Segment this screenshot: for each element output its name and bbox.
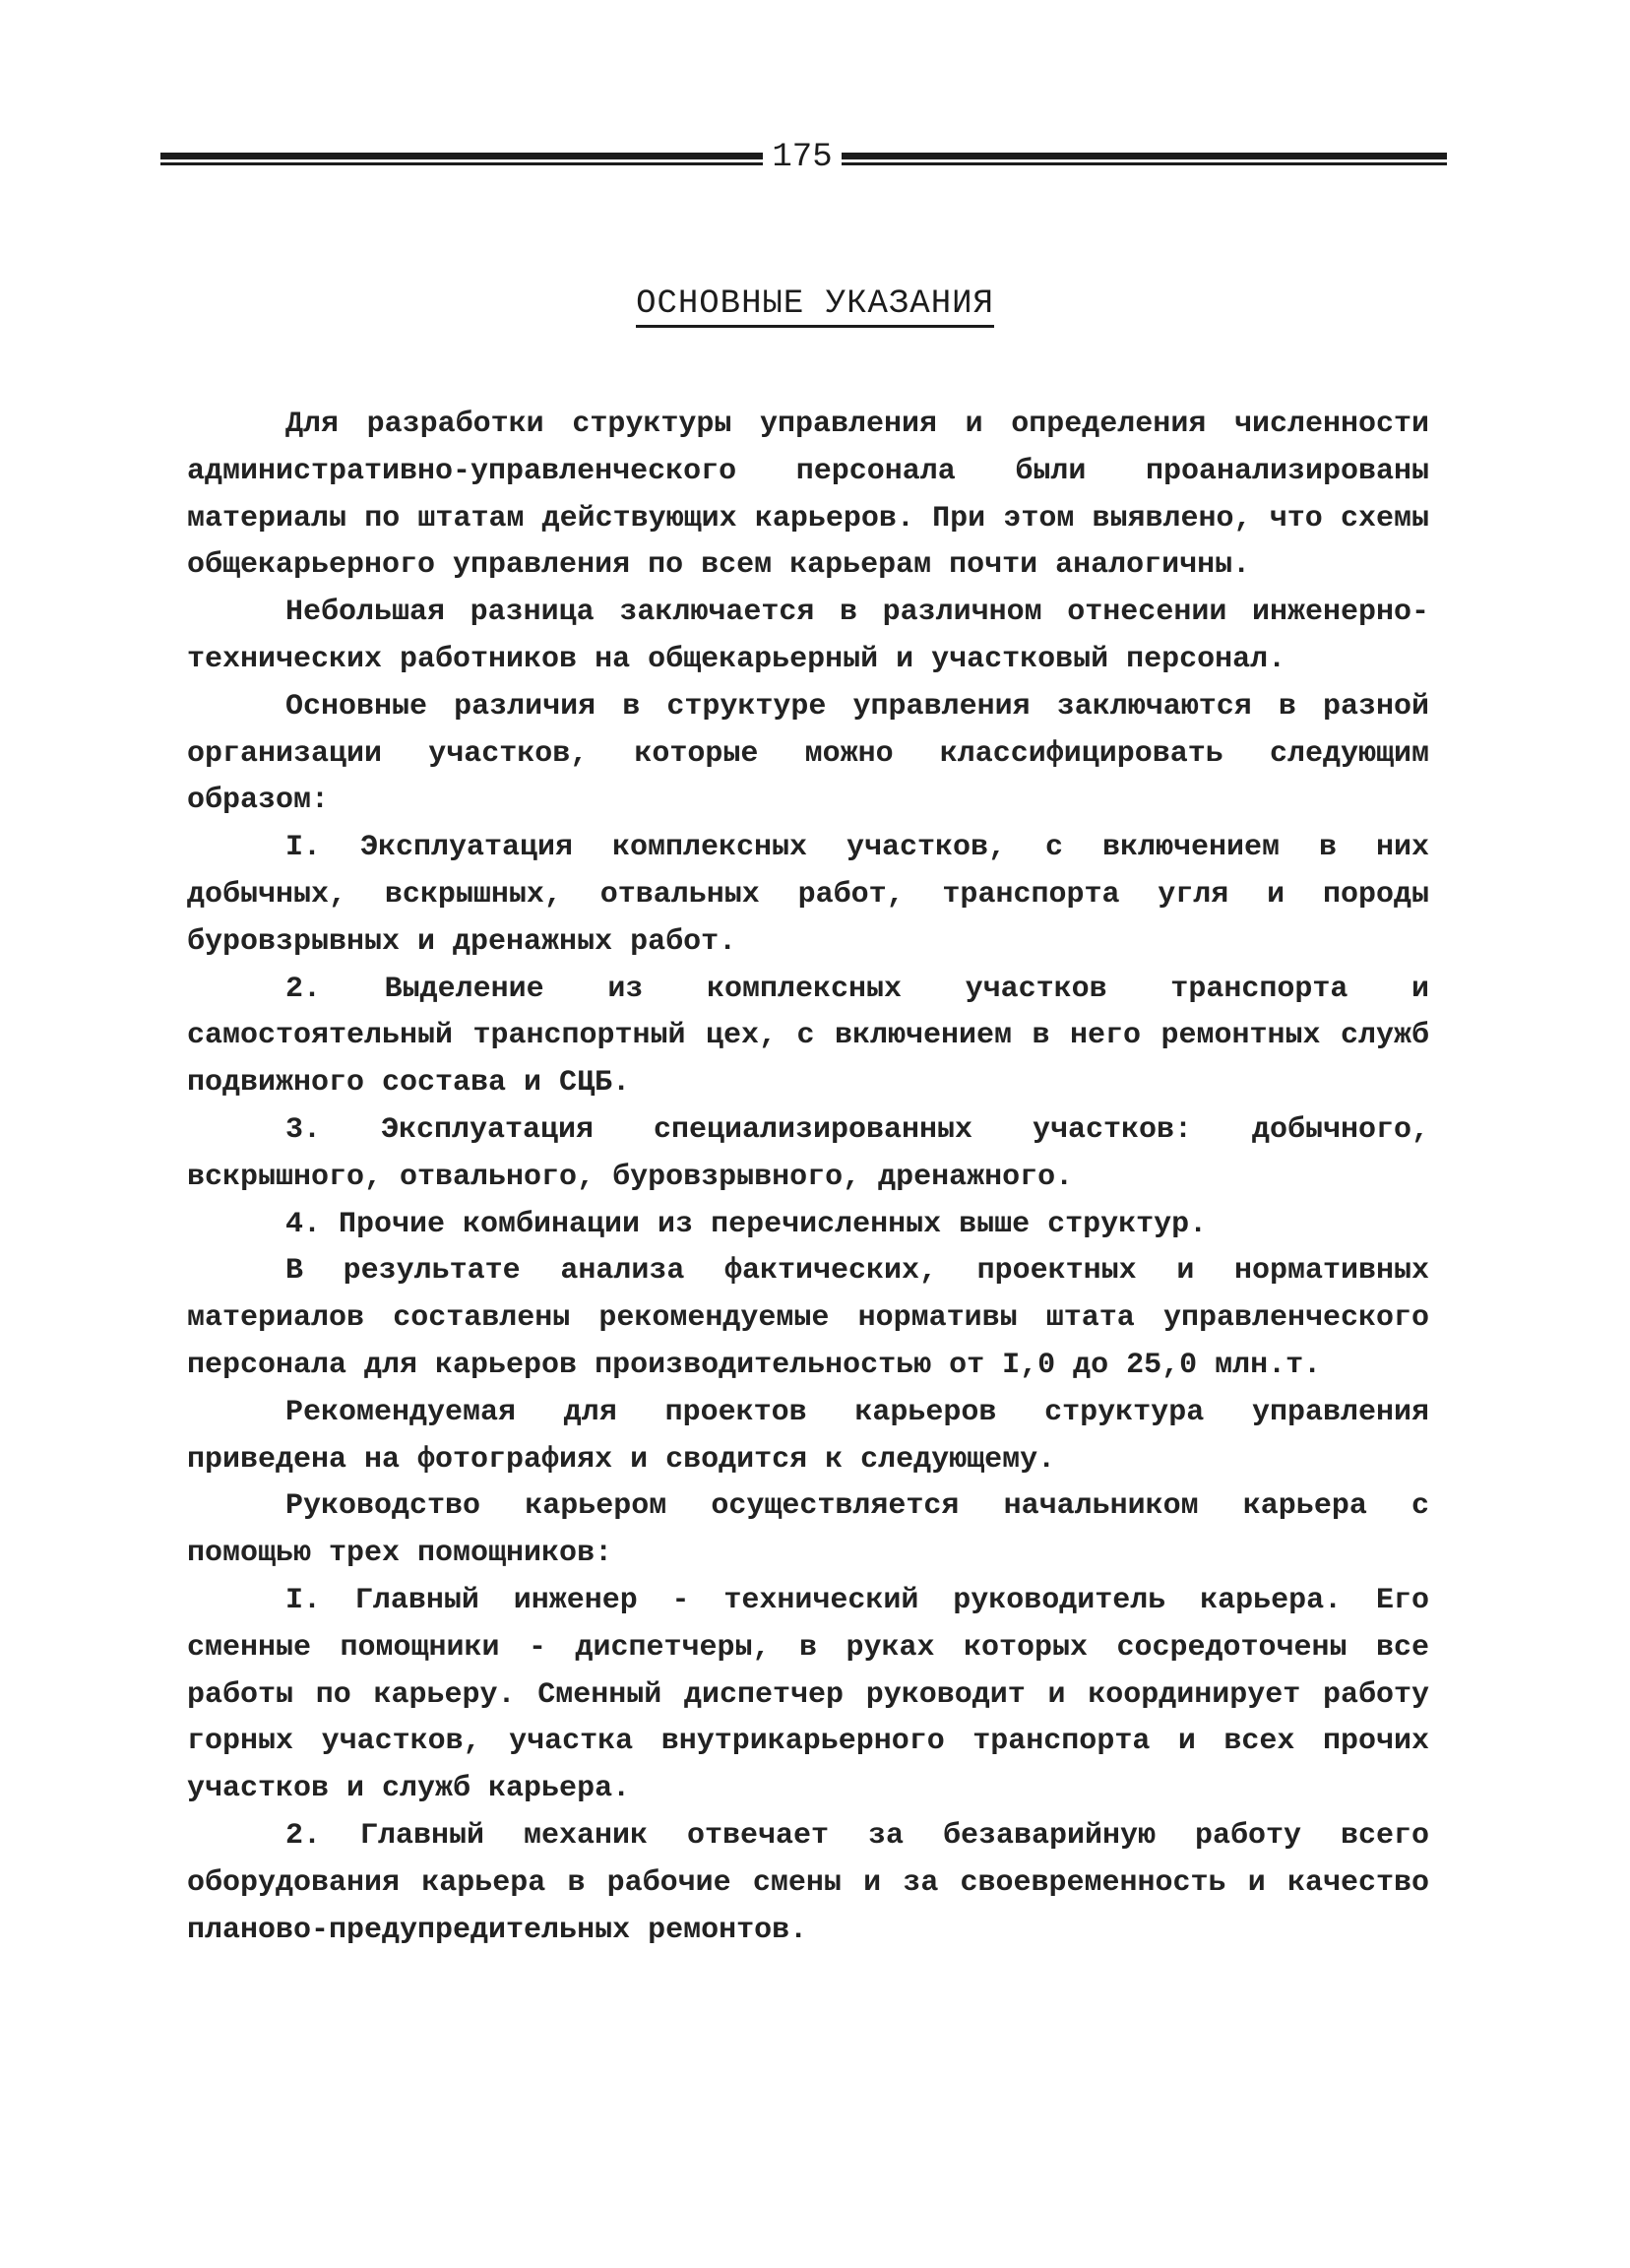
paragraph: Небольшая разница заключается в различном отнесении инженерно-технических работников на общекарьерный и участковый персонал. bbox=[187, 596, 1429, 676]
paragraph: Руководство карьером осуществляется начальником карьера с помощью трех помощников: bbox=[187, 1489, 1429, 1571]
list-item: 2. Главный механик отвечает за безаварийную работу всего оборудования карьера в рабочие смены и за своевременность и качество планово-предупредительных ремонтов. bbox=[187, 1818, 1429, 1947]
list-item: 3. Эксплуатация специализированных участков: добычного, вскрышного, отвального, буровзрывного, дренажного. bbox=[187, 1112, 1429, 1194]
list-item: I. Эксплуатация комплексных участков, с включением в них добычных, вскрышных, отвальных работ, транспорта угля и породы буровзрывных и дренажных работ. bbox=[187, 831, 1429, 959]
list-item: 4. Прочие комбинации из перечисленных выше структур. bbox=[285, 1207, 1208, 1241]
page-header bbox=[160, 138, 1447, 177]
paragraph: Основные различия в структуре управления заключаются в разной организации участков, которые можно классифицировать следующим образом: bbox=[187, 689, 1429, 818]
list-item: 2. Выделение из комплексных участков транспорта и самостоятельный транспортный цех, с включением в него ремонтных служб подвижного состава и СЦБ. bbox=[187, 972, 1429, 1101]
page-number: 175 bbox=[772, 139, 833, 176]
list-item: I. Главный инженер - технический руководитель карьера. Его сменные помощники - диспетчеры, в руках которых сосредоточены все работы по карьеру. Сменный диспетчер руководит и координирует работу горных участков, участка внутрикарьерного транспорта и всех прочих участков и служб карьера. bbox=[187, 1583, 1429, 1806]
section-title bbox=[0, 285, 1630, 328]
paragraph: Рекомендуемая для проектов карьеров структура управления приведена на фотографиях и сводится к следующему. bbox=[187, 1395, 1429, 1477]
section-title-text: ОСНОВНЫЕ УКАЗАНИЯ bbox=[636, 285, 994, 328]
body-text bbox=[187, 402, 1429, 1954]
paragraph: Для разработки структуры управления и определения численности административно-управленческого персонала были проанализированы материалы по штатам действующих карьеров. При этом выявлено, что схемы общекарьерного управления по всем карьерам почти аналогичны. bbox=[187, 408, 1429, 583]
paragraph: В результате анализа фактических, проектных и нормативных материалов составлены рекомендуемые нормативы штата управленческого персонала для карьеров производительностью от I,0 до 25,0 млн.т. bbox=[187, 1254, 1429, 1382]
header-rule-left bbox=[160, 153, 763, 165]
header-rule-right bbox=[842, 153, 1447, 165]
